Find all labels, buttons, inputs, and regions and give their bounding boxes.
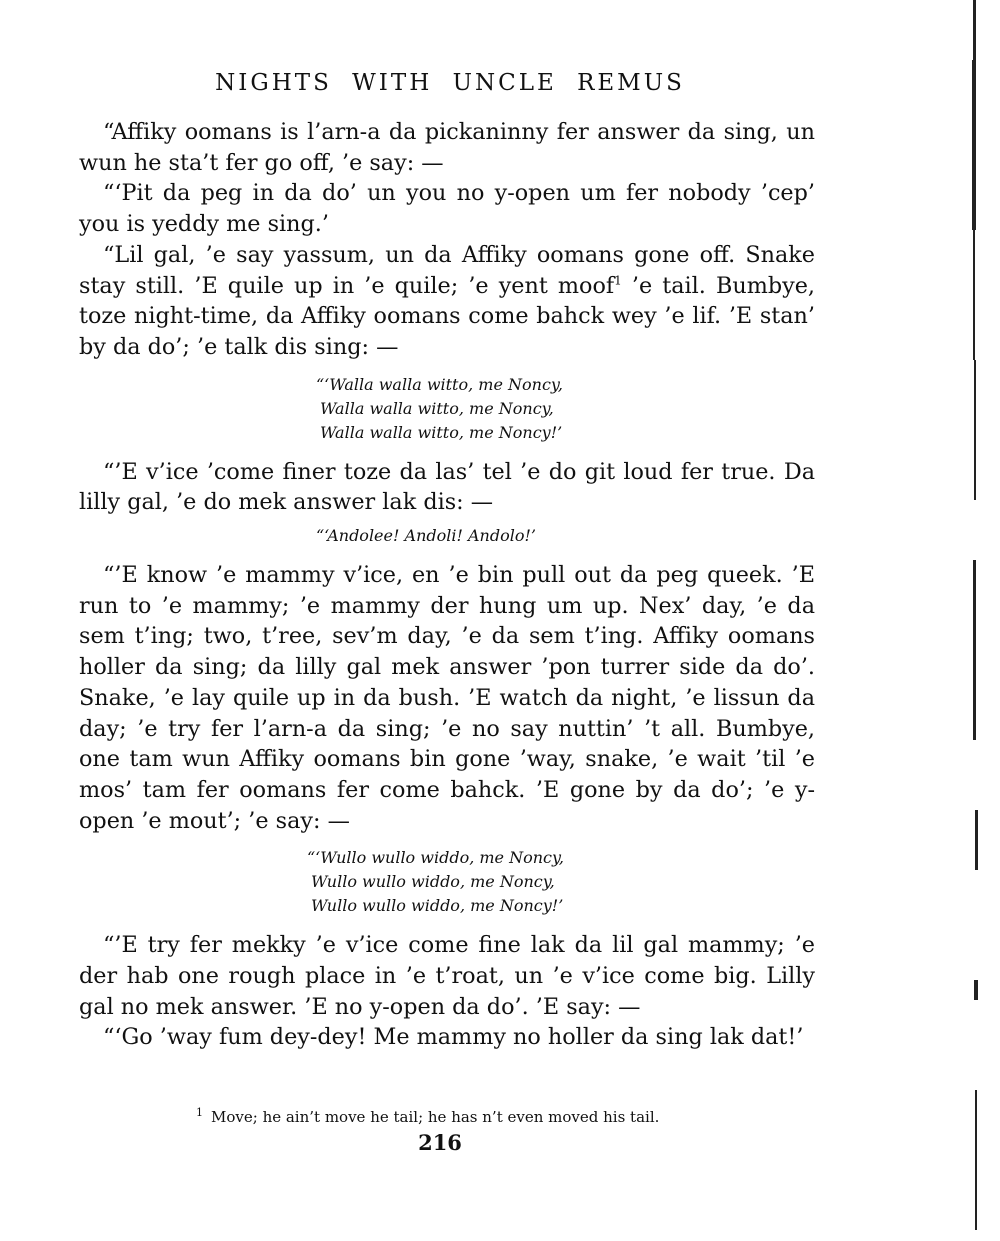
body-text bbox=[79, 117, 815, 1053]
scan-edge-mark bbox=[970, 0, 984, 1241]
verse-wullo bbox=[79, 846, 815, 918]
paragraph-1: “Affiky oomans is l’arn-a da pickaninny fer answer da sing, un wun he sta’t fer go off, ’e say: — bbox=[79, 119, 815, 176]
page-number: 216 bbox=[418, 1130, 462, 1155]
paragraph-3-text-a: “Lil gal, ’e say yassum, un da Affiky oomans gone off. Snake stay still. ’E quile up in ’e quile; ’e yent moof bbox=[79, 241, 815, 299]
paragraph-2: “‘Pit da peg in da do’ un you no y-open um fer nobody ’cep’ you is yeddy me sing.’ bbox=[79, 180, 815, 238]
running-title: NIGHTS WITH UNCLE REMUS bbox=[215, 70, 685, 96]
paragraph-3 bbox=[79, 240, 815, 363]
verse-walla bbox=[79, 373, 815, 445]
footnote bbox=[196, 1103, 816, 1127]
footnote-text: Move; he ain’t move he tail; he has n’t even moved his tail. bbox=[211, 1108, 660, 1126]
paragraph-3-text-b: ’e tail. Bumbye, toze night-time, da Affiky oomans come bahck wey ’e lif. ’E stan’ by da do’; ’e talk dis sing: — bbox=[79, 272, 815, 360]
verse-line: “‘Andolee! Andoli! Andolo!’ bbox=[316, 526, 536, 546]
verse-line: Walla walla witto, me Noncy!’ bbox=[320, 422, 563, 442]
footnote-marker: 1 bbox=[614, 273, 622, 288]
paragraph-6: “’E try fer mekky ’e v’ice come fine lak da lil gal mammy; ’e der hab one rough place in ’e t’roat, un ’e v’ice come big. Lilly gal no mek answer. ’E no y-open da do’. ’E say: — bbox=[79, 932, 815, 1020]
verse-andolee bbox=[79, 524, 815, 548]
footnote-number: 1 bbox=[196, 1106, 203, 1119]
paragraph-4: “’E v’ice ’come finer toze da las’ tel ’e do git loud fer true. Da lilly gal, ’e do mek answer lak dis: — bbox=[79, 458, 815, 516]
verse-line: “‘Wullo wullo widdo, me Noncy, bbox=[307, 848, 564, 868]
verse-line: Wullo wullo widdo, me Noncy!’ bbox=[311, 896, 564, 916]
paragraph-5: “’E know ’e mammy v’ice, en ’e bin pull out da peg queek. ’E run to ’e mammy; ’e mammy der hung um up. Nex’ day, ’e da sem t’ing; two, t’ree, sev’m day, ’e da sem t’ing. Affiky oomans holler da sing; da lilly gal mek answer ’pon turrer side da do’. Snake, ’e lay quile up in da bush. ’E watch da night, ’e lissun da day; ’e try fer l’arn-a da sing; ’e no say nuttin’ ’t all. Bumbye, one tam wun Affiky oomans bin gone ’way, snake, ’e wait ’til ’e mos’ tam fer oomans fer come bahck. ’E gone by da do’; ’e y-open ’e mout’; ’e say: — bbox=[79, 562, 815, 834]
verse-line: “‘Walla walla witto, me Noncy, bbox=[316, 374, 563, 394]
verse-line: Walla walla witto, me Noncy, bbox=[320, 398, 554, 418]
paragraph-7: “‘Go ’way fum dey-dey! Me mammy no holler da sing lak dat!’ bbox=[103, 1024, 804, 1051]
verse-line: Wullo wullo widdo, me Noncy, bbox=[311, 872, 555, 892]
